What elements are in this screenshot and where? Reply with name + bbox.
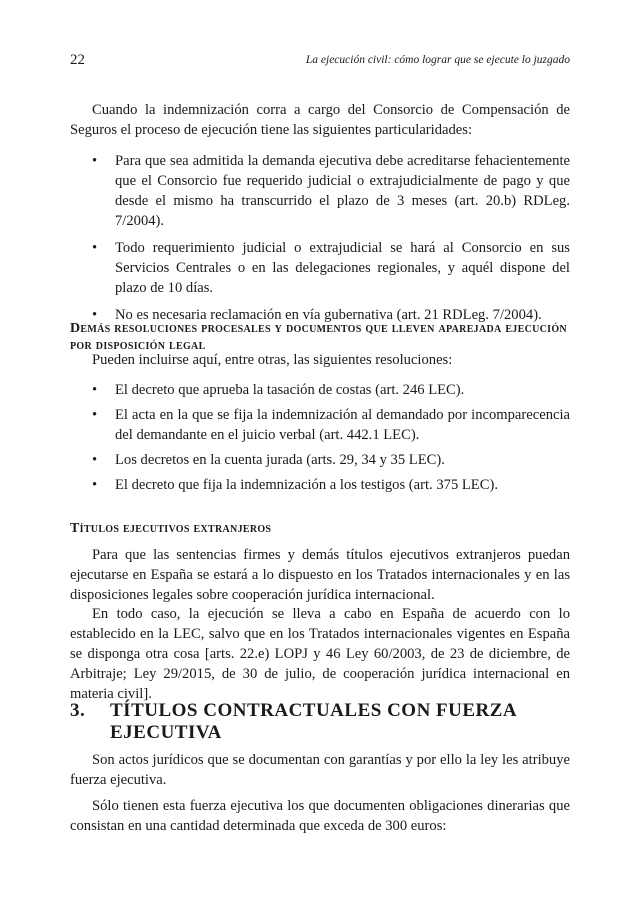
heading-demas-resoluciones: Demás resoluciones procesales y documentos que lleven aparejada ejecución por disposición legal: [70, 321, 567, 353]
paragraph-consorcio-intro: Cuando la indemnización corra a cargo del Consorcio de Compensación de Seguros el proceso de ejecución tiene las siguientes particularidades:: [70, 102, 570, 138]
heading-titulos-extranjeros: Títulos ejecutivos extranjeros: [70, 521, 272, 536]
paragraph-obligaciones-dinerarias: Sólo tienen esta fuerza ejecutiva los que documenten obligaciones dinerarias que consistan en una cantidad determinada que exceda de 300 euros:: [70, 798, 570, 834]
paragraph-titulos-extranjeros: Para que las sentencias firmes y demás títulos ejecutivos extranjeros puedan ejecutarse en España se estará a lo dispuesto en los Tratados internacionales y en las disposiciones legales sobre cooperación jurídica internacional.: [70, 547, 570, 603]
list-item: • El decreto que aprueba la tasación de costas (art. 246 LEC).: [92, 382, 465, 398]
paragraph-ejecucion-espana: En todo caso, la ejecución se lleva a cabo en España de acuerdo con lo establecido en la LEC, salvo que en los Tratados internacionales vigentes en España se disponga otra cosa [arts. 22.e) LOPJ y 46 Ley 60/2003, de 23 de diciembre, de Arbitraje; Ley 29/2015, de 30 de julio, de cooperación jurídica internacional en materia civil].: [70, 606, 570, 702]
bullet-icon: •: [92, 382, 98, 398]
bullet-icon: •: [92, 452, 98, 468]
running-title: La ejecución civil: cómo lograr que se ejecute lo juzgado: [305, 54, 570, 66]
page-number: 22: [70, 52, 85, 68]
bullet-icon: •: [92, 153, 98, 169]
list-item: • Los decretos en la cuenta jurada (arts. 29, 34 y 35 LEC).: [92, 452, 445, 468]
section-number: 3.: [70, 700, 86, 721]
bullet-icon: •: [92, 477, 98, 493]
section-heading: [70, 700, 570, 746]
consorcio-list: [70, 151, 570, 325]
resoluciones-list: [70, 380, 570, 495]
list-item: • Todo requerimiento judicial o extrajudicial se hará al Consorcio en sus Servicios Centrales o en las delegaciones regionales, y aquél dispone del plazo de 10 días.: [92, 240, 570, 296]
list-item: • El decreto que fija la indemnización a los testigos (art. 375 LEC).: [92, 477, 498, 493]
paragraph-actos-juridicos: Son actos jurídicos que se documentan con garantías y por ello la ley les atribuye fuerza ejecutiva.: [70, 752, 570, 788]
paragraph-resoluciones-intro: Pueden incluirse aquí, entre otras, las siguientes resoluciones:: [92, 352, 453, 368]
list-item: • Para que sea admitida la demanda ejecutiva debe acreditarse fehacientemente que el Consorcio fue requerido judicial o extrajudicialmente de pago y que desde el mismo ha transcurrido el plazo de 3 meses (art. 20.b) RDLeg. 7/2004).: [92, 153, 570, 229]
list-item: • No es necesaria reclamación en vía gubernativa (art. 21 RDLeg. 7/2004).: [92, 307, 542, 323]
page-header: [70, 52, 570, 72]
bullet-icon: •: [92, 240, 98, 256]
section-title: TÍTULOS CONTRACTUALES CON FUERZA EJECUTIVA: [110, 700, 517, 743]
bullet-icon: •: [92, 407, 98, 423]
bullet-icon: •: [92, 307, 98, 323]
list-item: • El acta en la que se fija la indemnización al demandado por incomparecencia del demandante en el juicio verbal (art. 442.1 LEC).: [92, 407, 570, 443]
